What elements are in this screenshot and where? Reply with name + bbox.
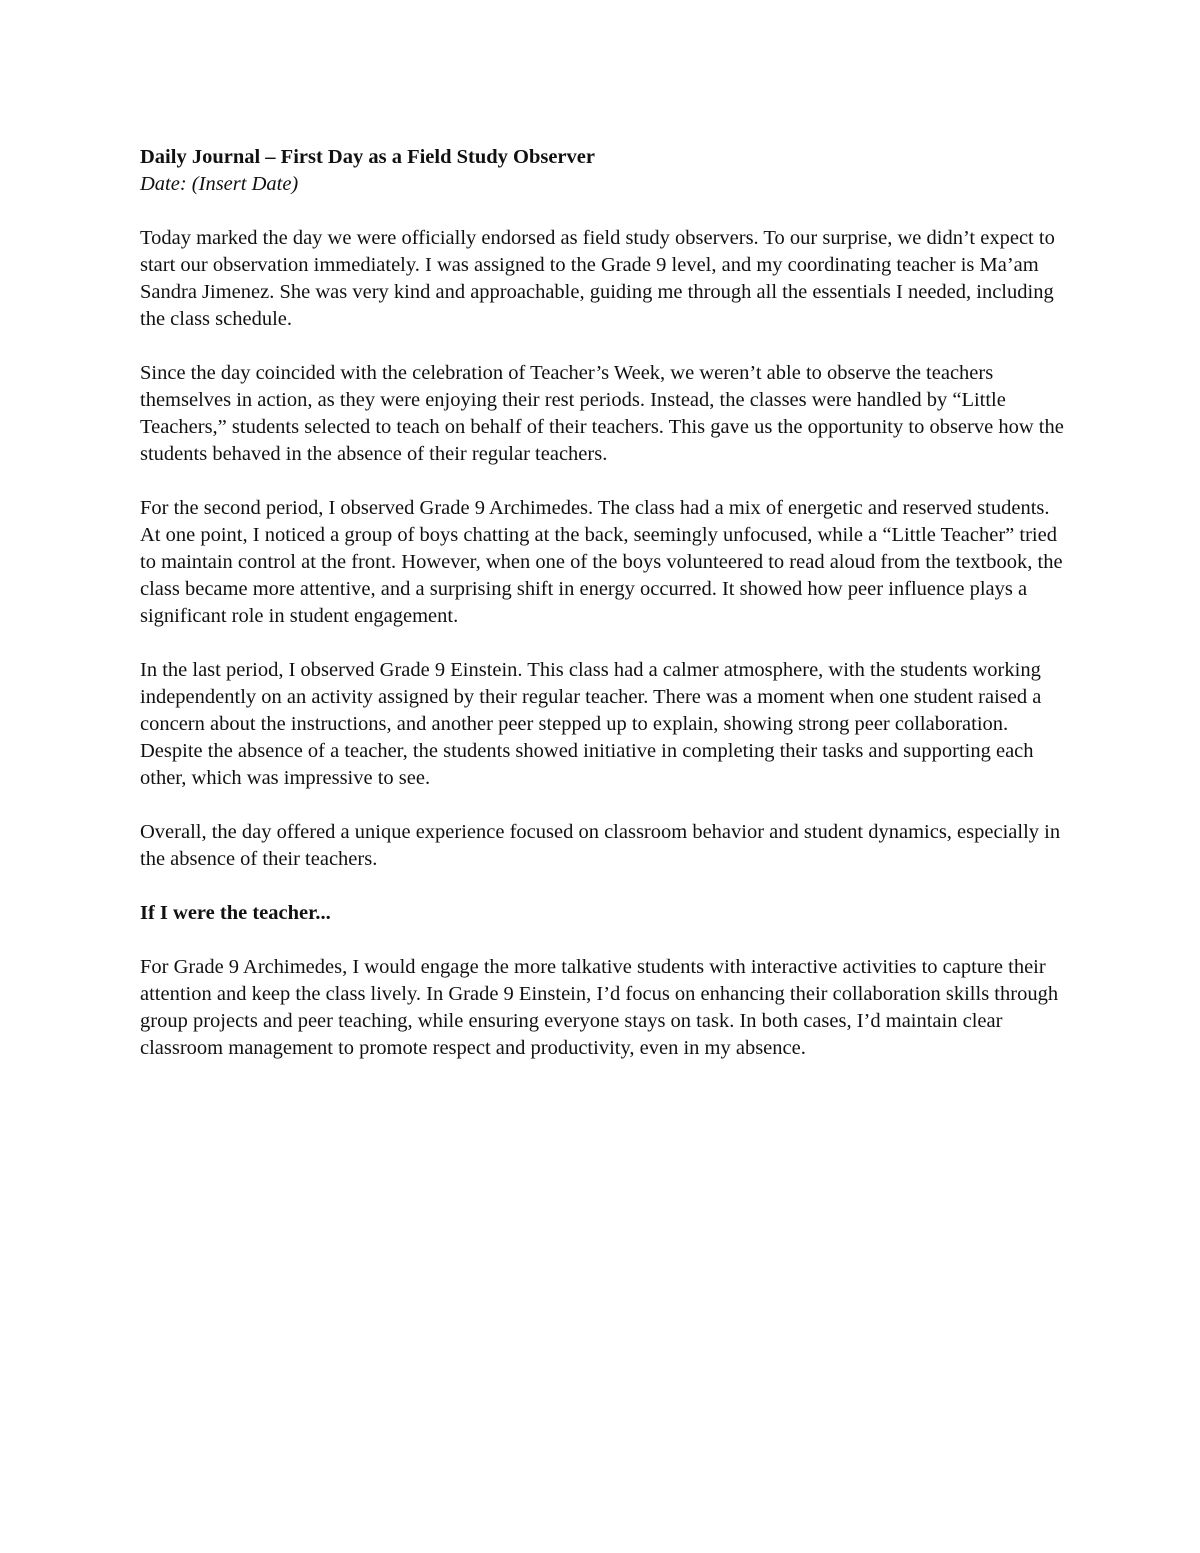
paragraph-overall: Overall, the day offered a unique experience focused on classroom behavior and student dynamics, especially in the absence of their teachers. <box>140 821 1061 870</box>
paragraph-reflection: For Grade 9 Archimedes, I would engage the more talkative students with interactive activities to capture their attention and keep the class lively. In Grade 9 Einstein, I’d focus on enhancing their collaboration skills through group projects and peer teaching, while ensuring everyone stays on task. In both cases, I’d maintain clear classroom management to promote respect and productivity, even in my absence. <box>140 956 1059 1059</box>
journal-title: Daily Journal – First Day as a Field Study Observer <box>140 146 595 168</box>
paragraph-archimedes: For the second period, I observed Grade 9 Archimedes. The class had a mix of energetic and reserved students. At one point, I noticed a group of boys chatting at the back, seemingly unfocused, while a “Little Teacher” tried to maintain control at the front. However, when one of the boys volunteered to read aloud from the textbook, the class became more attentive, and a surprising shift in energy occurred. It showed how peer influence plays a significant role in student engagement. <box>140 497 1063 627</box>
paragraph-einstein: In the last period, I observed Grade 9 Einstein. This class had a calmer atmosphere, with the students working independently on an activity assigned by their regular teacher. There was a moment when one student raised a concern about the instructions, and another peer stepped up to explain, showing strong peer collaboration. Despite the absence of a teacher, the students showed initiative in completing their tasks and supporting each other, which was impressive to see. <box>140 659 1042 789</box>
date-line: Date: (Insert Date) <box>140 173 299 195</box>
paragraph-teachers-week: Since the day coincided with the celebration of Teacher’s Week, we weren’t able to observe the teachers themselves in action, as they were enjoying their rest periods. Instead, the classes were handled by “Little Teachers,” students selected to teach on behalf of their teachers. This gave us the opportunity to observe how the students behaved in the absence of their regular teachers. <box>140 362 1064 465</box>
paragraph-intro: Today marked the day we were officially endorsed as field study observers. To our surprise, we didn’t expect to start our observation immediately. I was assigned to the Grade 9 level, and my coordinating teacher is Ma’am Sandra Jimenez. She was very kind and approachable, guiding me through all the essentials I needed, including the class schedule. <box>140 227 1055 330</box>
section-heading: If I were the teacher... <box>140 902 331 924</box>
document-page <box>140 144 1070 1062</box>
